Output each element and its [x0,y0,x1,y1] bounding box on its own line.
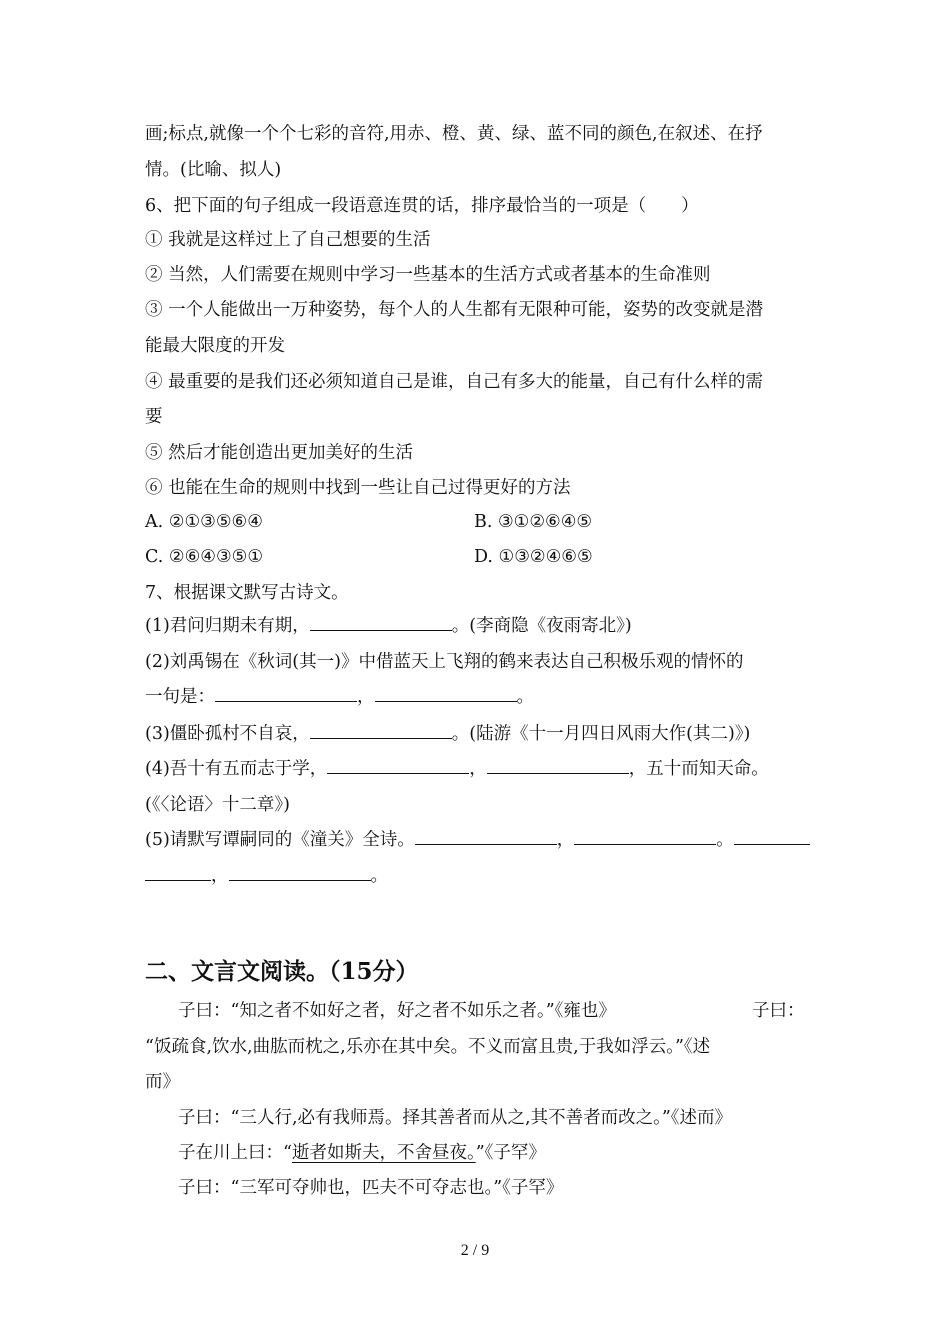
q6-option-d: D. ①③②④⑥⑤ [474,547,593,567]
answer-blank[interactable] [310,722,452,739]
q7-part-2-line-2 [145,685,534,709]
q7-p3-prefix: (3)僵卧孤村不自哀， [145,724,310,744]
q7-part-5-line-1 [145,828,810,852]
q7-part-5-line-2 [145,864,388,888]
answer-blank[interactable] [574,828,716,845]
answer-blank[interactable] [734,828,810,845]
q7-p5-prefix: (5)请默写谭嗣同的《潼关》全诗。 [145,830,415,850]
classical-line-2: “饭疏食,饮水,曲肱而枕之,乐亦在其中矣。不义而富且贵,于我如浮云。”《述 [145,1037,711,1057]
classical-line-5-prefix: 子在川上曰：“ [178,1143,292,1163]
q7-p4-suffix: ，五十而知天命。 [628,759,769,779]
q7-p5-comma-1: ， [556,830,575,850]
q7-part-4 [145,757,769,781]
section-2-title: 二、文言文阅读。（15分） [145,958,419,985]
q7-p2-comma: ， [357,687,375,707]
q5-line-2: 情。(比喻、拟人) [145,160,282,180]
underlined-quote: 逝者如斯夫，不舍昼夜。 [291,1143,476,1163]
answer-blank[interactable] [229,864,371,881]
classical-line-4: 子曰：“三人行,必有我师焉。择其善者而从之,其不善者而改之。”《述而》 [178,1108,733,1128]
classical-line-5 [178,1141,546,1165]
q5-line-1: 画;标点,就像一个个七彩的音符,用赤、橙、黄、绿、蓝不同的颜色,在叙述、在抒 [145,124,763,144]
q6-sentence-3b: 能最大限度的开发 [145,336,285,356]
q7-p5-comma-2: ， [211,866,229,886]
answer-blank[interactable] [145,864,211,881]
answer-blank[interactable] [215,685,357,702]
q6-sentence-2: ② 当然，人们需要在规则中学习一些基本的生活方式或者基本的生命准则 [145,265,711,285]
q6-option-c: C. ②⑥④③⑤① [145,547,264,567]
q7-p2-end: 。 [516,687,534,707]
q6-sentence-6: ⑥ 也能在生命的规则中找到一些让自己过得更好的方法 [145,478,571,498]
q7-p3-suffix: 。(陆游《十一月四日风雨大作(其二)》) [451,724,751,744]
q7-p4-comma: ， [469,759,487,779]
q7-part-3 [145,722,750,746]
q6-sentence-5: ⑤ 然后才能创造出更加美好的生活 [145,443,414,463]
classical-line-1: 子曰：“知之者不如好之者，好之者不如乐之者。”《雍也》 [178,1001,616,1021]
classical-line-6: 子曰：“三军可夺帅也，匹夫不可夺志也。”《子罕》 [178,1178,564,1198]
q6-sentence-1: ① 我就是这样过上了自己想要的生活 [145,230,431,250]
q7-stem: 7、根据课文默写古诗文。 [145,583,349,603]
q6-stem: 6、把下面的句子组成一段语意连贯的话，排序最恰当的一项是（ ） [145,196,699,216]
answer-blank[interactable] [415,828,557,845]
classical-line-3: 而》 [145,1072,180,1092]
q7-p1-prefix: (1)君问归期未有期， [145,616,310,636]
q7-p5-period-2: 。 [370,866,388,886]
q6-sentence-3a: ③ 一个人能做出一万种姿势，每个人的人生都有无限种可能，姿势的改变就是潜 [145,300,764,320]
classical-line-1b: 子曰： [752,1001,805,1021]
classical-line-5-suffix: ”《子罕》 [475,1143,546,1163]
q6-sentence-4b: 要 [145,407,163,427]
q7-p4-prefix: (4)吾十有五而志于学， [145,759,328,779]
q7-part-4-source: (《〈论语〉十二章》) [145,795,290,815]
q7-p2-prefix: 一句是： [145,687,215,707]
q7-part-2-line-1: (2)刘禹锡在《秋词(其一)》中借蓝天上飞翔的鹤来表达自己积极乐观的情怀的 [145,652,744,672]
answer-blank[interactable] [375,685,517,702]
answer-blank[interactable] [310,614,452,631]
answer-blank[interactable] [327,757,469,774]
q6-option-b: B. ③①②⑥④⑤ [474,512,593,532]
page-number: 2 / 9 [460,1242,490,1259]
q7-p1-suffix: 。(李商隐《夜雨寄北》) [451,616,632,636]
q6-option-a: A. ②①③⑤⑥④ [145,512,263,532]
answer-blank[interactable] [487,757,629,774]
q7-p5-period-1: 。 [716,830,734,850]
q7-part-1 [145,614,632,638]
q6-sentence-4a: ④ 最重要的是我们还必须知道自己是谁，自己有多大的能量，自己有什么样的需 [145,372,764,392]
